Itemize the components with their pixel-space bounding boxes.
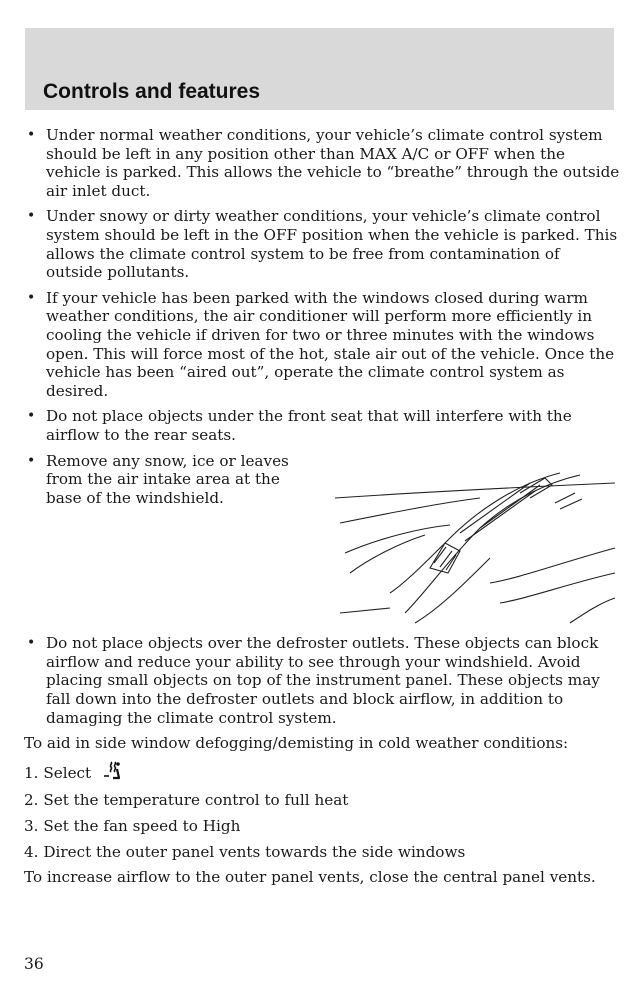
bullet-item [24,634,620,727]
bullet-dot: • [27,408,36,425]
bullet-dot: • [27,208,36,225]
step-item [24,760,620,785]
bullet-text: Remove any snow, ice or leaves from the air intake area at the base of the windshield. [46,451,289,507]
bullet-text: Do not place objects over the defroster outlets. These objects can block airflow and reduce your ability to see through your windshield. Avoid placing small objects on top of the instrument panel. These objects may fall down into the defroster outlets and block airflow, in addition to damaging the climate control system. [46,634,600,727]
step-item: 2. Set the temperature control to full heat [24,791,349,810]
bullet-item [24,207,620,281]
step-item: 3. Set the fan speed to High [24,817,241,836]
bullet-text: Under normal weather conditions, your vehicle’s climate control system should be left in any position other than MAX A/C or OFF when the vehicle is parked. This allows the vehicle to “breathe” through the outside air inlet duct. [46,126,620,200]
bullet-item [24,126,620,200]
page-number: 36 [24,955,44,973]
windshield-air-intake-illustration [330,463,620,633]
bullet-item [24,289,620,401]
bullet-text: Under snowy or dirty weather conditions, your vehicle’s climate control system should be left in the OFF position when the vehicle is parked. This allows the climate control system to be free from contamination of outside pollutants. [46,207,618,282]
section-title: Controls and features [43,80,261,103]
bullet-text: If your vehicle has been parked with the windows closed during warm weather conditions, the air conditioner will perform more efficiently in cooling the vehicle if driven for two or three minutes with the windows open. This will force most of the hot, stale air out of the vehicle. Once the vehicle has been “aired out”, operate the climate control system as desired. [46,288,615,400]
step-item: 4. Direct the outer panel vents towards the side windows [24,842,466,861]
bullet-dot: • [27,452,36,469]
bullet-dot: • [27,289,36,306]
floor-defrost-mode-icon [102,760,124,785]
bullet-dot: • [27,635,36,652]
bullet-item [24,407,620,444]
section-header-band [25,28,614,110]
bullet-dot: • [27,127,36,143]
closing-note: To increase airflow to the outer panel vents, close the central panel vents. [24,868,596,887]
defog-intro: To aid in side window defogging/demisting in cold weather conditions: [24,734,569,753]
step-text: 1. Select [24,763,92,782]
bullet-text: Do not place objects under the front seat that will interfere with the airflow to the rear seats. [46,407,572,444]
